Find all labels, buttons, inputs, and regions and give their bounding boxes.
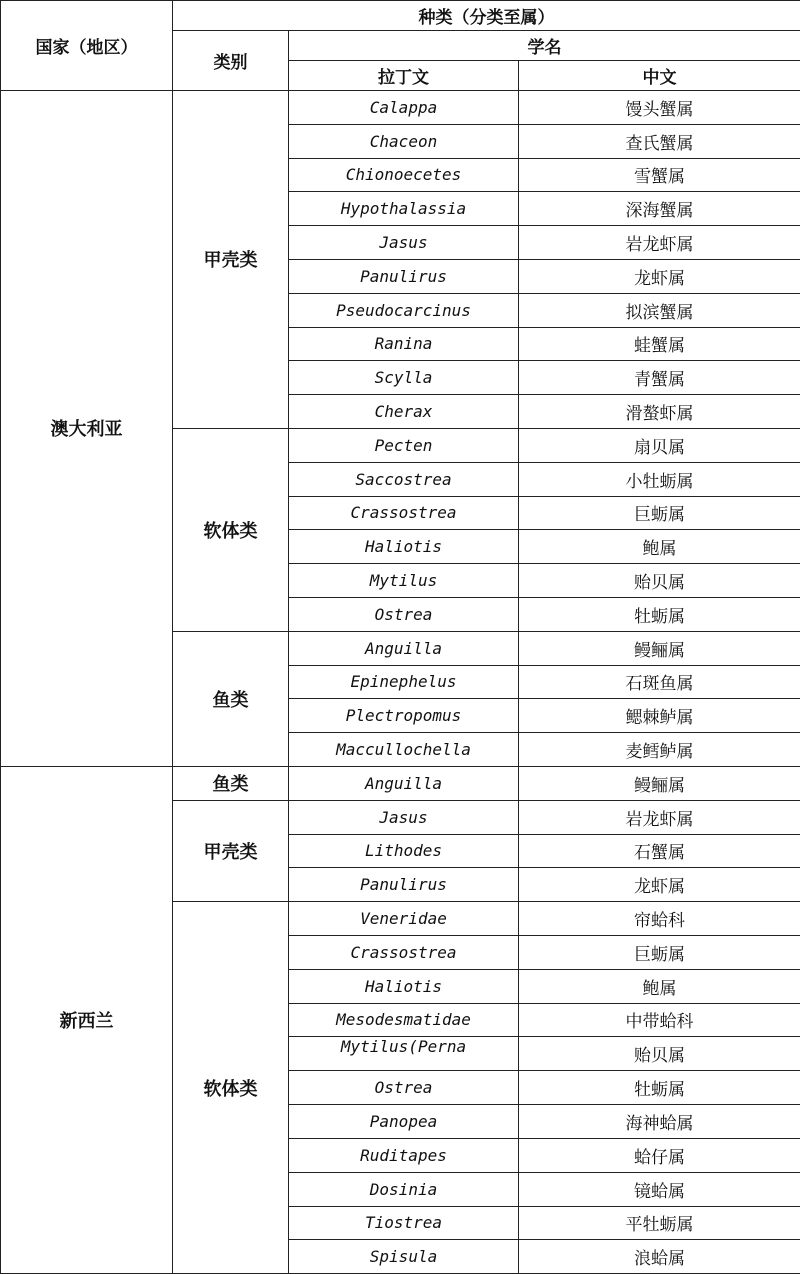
latin-name-cell: Spisula [289,1240,519,1274]
chinese-name-cell: 扇贝属 [519,428,800,462]
chinese-name-cell: 鳗鲡属 [519,631,800,665]
chinese-name-cell: 鳗鲡属 [519,766,800,800]
header-region: 国家（地区） [1,1,173,91]
header-category: 类别 [173,31,289,91]
chinese-name-cell: 龙虾属 [519,868,800,902]
latin-name-cell: Scylla [289,361,519,395]
latin-name-cell: Jasus [289,800,519,834]
header-chinese: 中文 [519,61,800,91]
header-latin: 拉丁文 [289,61,519,91]
latin-name-cell: Ranina [289,327,519,361]
chinese-name-cell: 石斑鱼属 [519,665,800,699]
chinese-name-cell: 小牡蛎属 [519,462,800,496]
chinese-name-cell: 鳃棘鲈属 [519,699,800,733]
header-scientific-name: 学名 [289,31,800,61]
chinese-name-cell: 麦鳕鲈属 [519,733,800,767]
latin-name-cell: Anguilla [289,631,519,665]
chinese-name-cell: 蛤仔属 [519,1138,800,1172]
category-cell: 软体类 [173,428,289,631]
table-body [1,1,800,1274]
chinese-name-cell: 鲍属 [519,530,800,564]
chinese-name-cell: 平牡蛎属 [519,1206,800,1240]
chinese-name-cell: 岩龙虾属 [519,800,800,834]
latin-name-cell: Mesodesmatidae [289,1003,519,1037]
latin-name-cell: Anguilla [289,766,519,800]
latin-name-cell: Crassostrea [289,935,519,969]
latin-name-text: Mytilus(Perna [289,1037,518,1070]
category-cell: 鱼类 [173,766,289,800]
chinese-name-cell: 石蟹属 [519,834,800,868]
chinese-name-cell: 馒头蟹属 [519,91,800,125]
chinese-name-cell: 牡蛎属 [519,1071,800,1105]
chinese-name-cell: 鲍属 [519,969,800,1003]
table-row [1,766,800,800]
latin-name-cell: Haliotis [289,530,519,564]
chinese-name-cell: 蛙蟹属 [519,327,800,361]
latin-name-cell: Jasus [289,226,519,260]
latin-name-cell: Chionoecetes [289,158,519,192]
chinese-name-cell: 岩龙虾属 [519,226,800,260]
chinese-name-cell: 贻贝属 [519,564,800,598]
latin-name-cell: Calappa [289,91,519,125]
header-species: 种类（分类至属） [173,1,800,31]
latin-name-cell [289,1037,519,1071]
chinese-name-cell: 查氏蟹属 [519,124,800,158]
chinese-name-cell: 贻贝属 [519,1037,800,1071]
table-row [1,91,800,125]
chinese-name-cell: 青蟹属 [519,361,800,395]
chinese-name-cell: 海神蛤属 [519,1105,800,1139]
chinese-name-cell: 深海蟹属 [519,192,800,226]
latin-name-cell: Maccullochella [289,733,519,767]
chinese-name-cell: 滑螯虾属 [519,395,800,429]
chinese-name-cell: 帘蛤科 [519,902,800,936]
latin-name-cell: Epinephelus [289,665,519,699]
chinese-name-cell: 中带蛤科 [519,1003,800,1037]
latin-name-cell: Mytilus [289,564,519,598]
latin-name-cell: Lithodes [289,834,519,868]
chinese-name-cell: 拟滨蟹属 [519,293,800,327]
category-cell: 甲壳类 [173,800,289,901]
latin-name-cell: Panulirus [289,868,519,902]
latin-name-cell: Tiostrea [289,1206,519,1240]
region-cell: 澳大利亚 [1,91,173,767]
category-cell: 甲壳类 [173,91,289,429]
latin-name-cell: Ostrea [289,1071,519,1105]
latin-name-cell: Veneridae [289,902,519,936]
chinese-name-cell: 牡蛎属 [519,597,800,631]
chinese-name-cell: 龙虾属 [519,259,800,293]
chinese-name-cell: 浪蛤属 [519,1240,800,1274]
latin-name-cell: Pecten [289,428,519,462]
chinese-name-cell: 雪蟹属 [519,158,800,192]
chinese-name-cell: 巨蛎属 [519,935,800,969]
chinese-name-cell: 巨蛎属 [519,496,800,530]
latin-name-cell: Panulirus [289,259,519,293]
chinese-name-cell: 镜蛤属 [519,1172,800,1206]
category-cell: 鱼类 [173,631,289,766]
latin-name-cell: Cherax [289,395,519,429]
latin-name-cell: Panopea [289,1105,519,1139]
region-cell: 新西兰 [1,766,173,1273]
latin-name-cell: Pseudocarcinus [289,293,519,327]
latin-name-cell: Saccostrea [289,462,519,496]
latin-name-cell: Crassostrea [289,496,519,530]
latin-name-cell: Chaceon [289,124,519,158]
latin-name-cell: Ruditapes [289,1138,519,1172]
latin-name-cell: Hypothalassia [289,192,519,226]
latin-name-cell: Ostrea [289,597,519,631]
latin-name-cell: Dosinia [289,1172,519,1206]
header-row-species [1,1,800,31]
category-cell: 软体类 [173,902,289,1274]
latin-name-cell: Haliotis [289,969,519,1003]
latin-name-cell: Plectropomus [289,699,519,733]
